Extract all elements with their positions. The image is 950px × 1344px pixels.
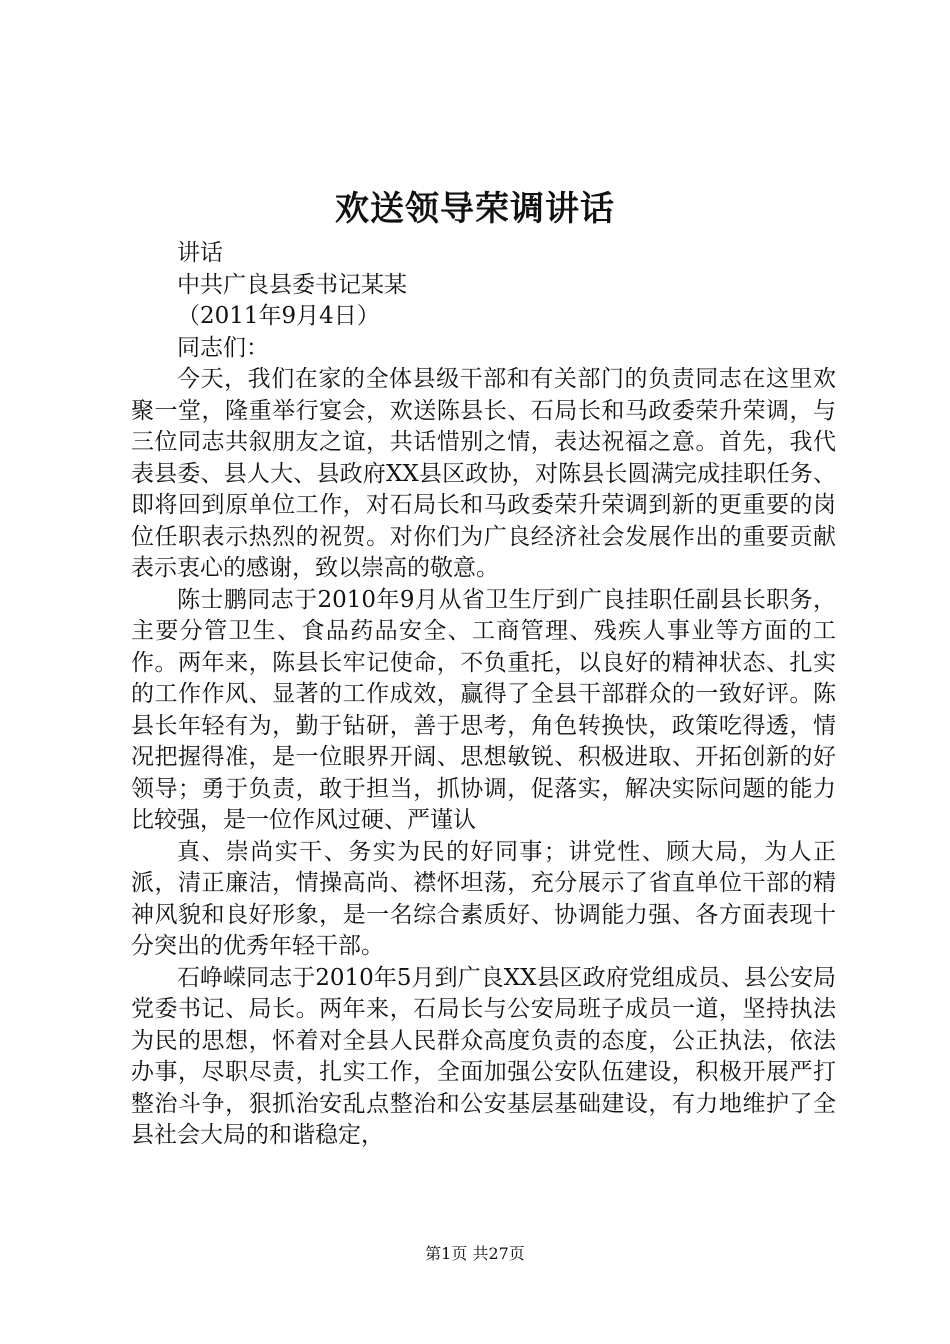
paragraph-heading-speech: 讲话 [177, 240, 223, 266]
paragraph-shi: 石峥嵘同志于2010年5月到广良XX县区政府党组成员、县公安局党委书记、局长。两年来，石局长与公安局班子成员一道，坚持执法为民的思想，怀着对全县人民群众高度负责的态度，公正执法，依法办事，尽职尽责，扎实工作，全面加强公安队伍建设，积极开展严打整治斗争，狠抓治安乱点整治和公安基层基础建设，有力地维护了全县社会大局的和谐稳定， [131, 964, 836, 1148]
paragraph-chen-continued: 真、崇尚实干、务实为民的好同事；讲党性、顾大局，为人正派，清正廉洁，情操高尚、襟怀坦荡，充分展示了省直单位干部的精神风貌和良好形象，是一名综合素质好、协调能力强、各方面表现十分突出的优秀年轻干部。 [131, 838, 836, 959]
document-body [131, 238, 836, 1152]
page-footer: 第1页 共27页 [425, 1244, 525, 1263]
paragraph-date: （2011年9月4日） [177, 303, 380, 329]
document-title: 欢送领导荣调讲话 [335, 189, 615, 229]
paragraph-intro: 今天，我们在家的全体县级干部和有关部门的负责同志在这里欢聚一堂，隆重举行宴会，欢送陈县长、石局长和马政委荣升荣调，与三位同志共叙朋友之谊，共话惜别之情，表达祝福之意。首先，我代表县委、县人大、县政府XX县区政协，对陈县长圆满完成挂职任务、即将回到原单位工作，对石局长和马政委荣升荣调到新的更重要的岗位任职表示热烈的祝贺。对你们为广良经济社会发展作出的重要贡献表示衷心的感谢，致以崇高的敬意。 [131, 366, 836, 581]
paragraph-salutation: 同志们： [177, 334, 269, 361]
paragraph-chen: 陈士鹏同志于2010年9月从省卫生厅到广良挂职任副县长职务，主要分管卫生、食品药品安全、工商管理、残疾人事业等方面的工作。两年来，陈县长牢记使命，不负重托，以良好的精神状态、扎实的工作作风、显著的工作成效，赢得了全县干部群众的一致好评。陈县长年轻有为，勤于钻研，善于思考，角色转换快，政策吃得透，情况把握得准，是一位眼界开阔、思想敏锐、积极进取、开拓创新的好领导；勇于负责，敢于担当，抓协调，促落实，解决实际问题的能力比较强，是一位作风过硬、严谨认 [131, 586, 836, 833]
paragraph-speaker: 中共广良县委书记某某 [177, 271, 407, 298]
